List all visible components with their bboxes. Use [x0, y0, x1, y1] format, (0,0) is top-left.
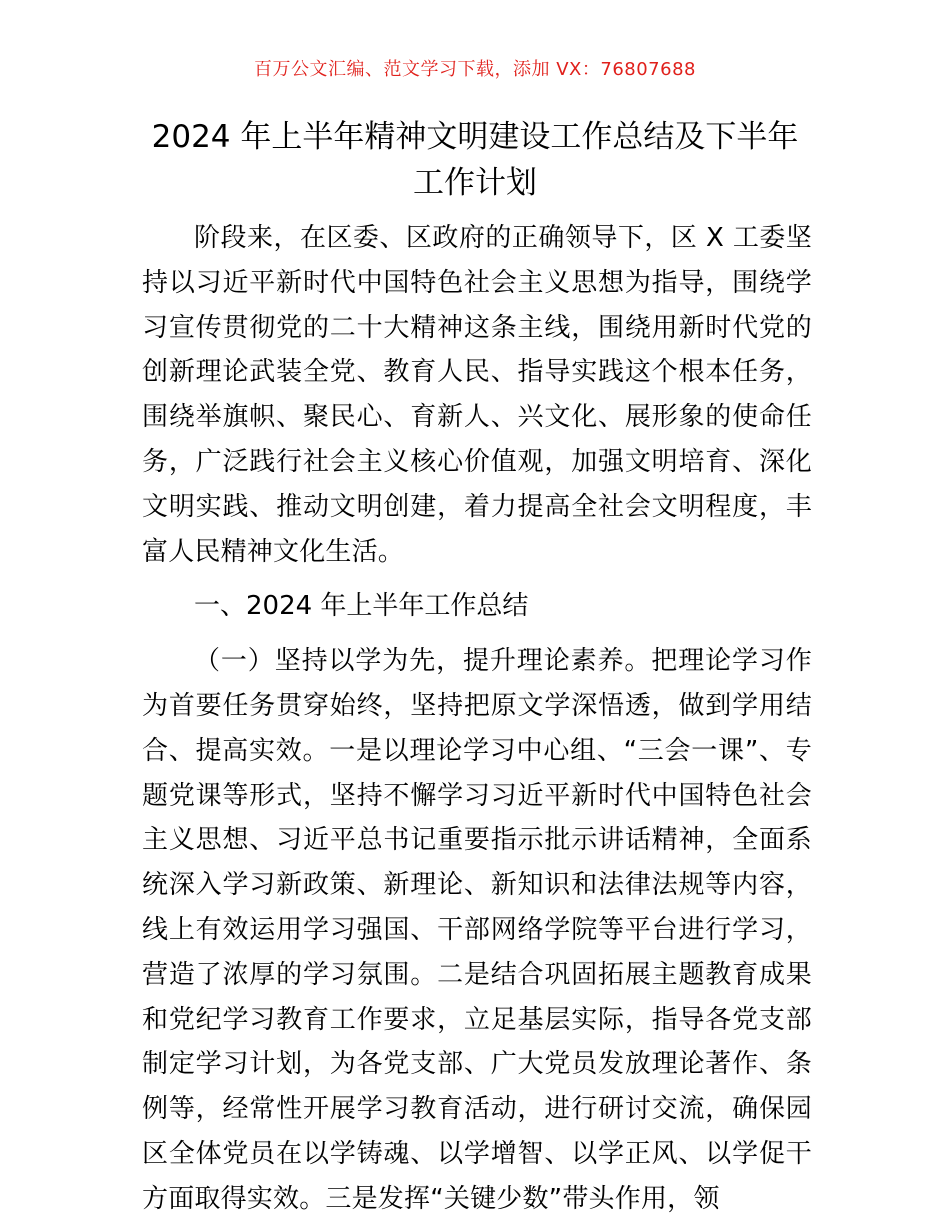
section-paragraph: （一）坚持以学为先，提升理论素养。把理论学习作为首要任务贯穿始终，坚持把原文学深悟透，做到学用结合、提高实效。一是以理论学习中心组、“三会一课”、专题党课等形式，坚持不懈学习习近平新时代中国特色社会主义思想、习近平总书记重要指示批示讲话精神，全面系统深入学习新政策、新理论、新知识和法律法规等内容，线上有效运用学习强国、干部网络学院等平台进行学习，营造了浓厚的学习氛围。二是结合巩固拓展主题教育成果和党纪学习教育工作要求，立足基层实际，指导各党支部制定学习计划，为各党支部、广大党员发放理论著作、条例等，经常性开展学习教育活动，进行研讨交流，确保园区全体党员在以学铸魂、以学增智、以学正风、以学促干方面取得实效。三是发挥“关键少数”带头作用，领 [142, 646, 812, 1214]
header-watermark-note: 百万公文汇编、范文学习下载，添加 VX：76807688 [254, 59, 696, 80]
intro-paragraph: 阶段来，在区委、区政府的正确领导下，区 X 工委坚持以习近平新时代中国特色社会主义思想为指导，围绕学习宣传贯彻党的二十大精神这条主线，围绕用新时代党的创新理论武装全党、教育人民、指导实践这个根本任务，围绕举旗帜、聚民心、育新人、兴文化、展形象的使命任务，广泛践行社会主义核心价值观，加强文明培育、深化文明实践、推动文明创建，着力提高全社会文明程度，丰富人民精神文化生活。 [142, 223, 812, 567]
title-line-1: 2024 年上半年精神文明建设工作总结及下半年 [151, 119, 799, 155]
document-title [120, 114, 830, 206]
document-body [142, 216, 812, 1222]
section-heading: 一、2024 年上半年工作总结 [194, 591, 529, 622]
title-line-2: 工作计划 [413, 165, 537, 201]
